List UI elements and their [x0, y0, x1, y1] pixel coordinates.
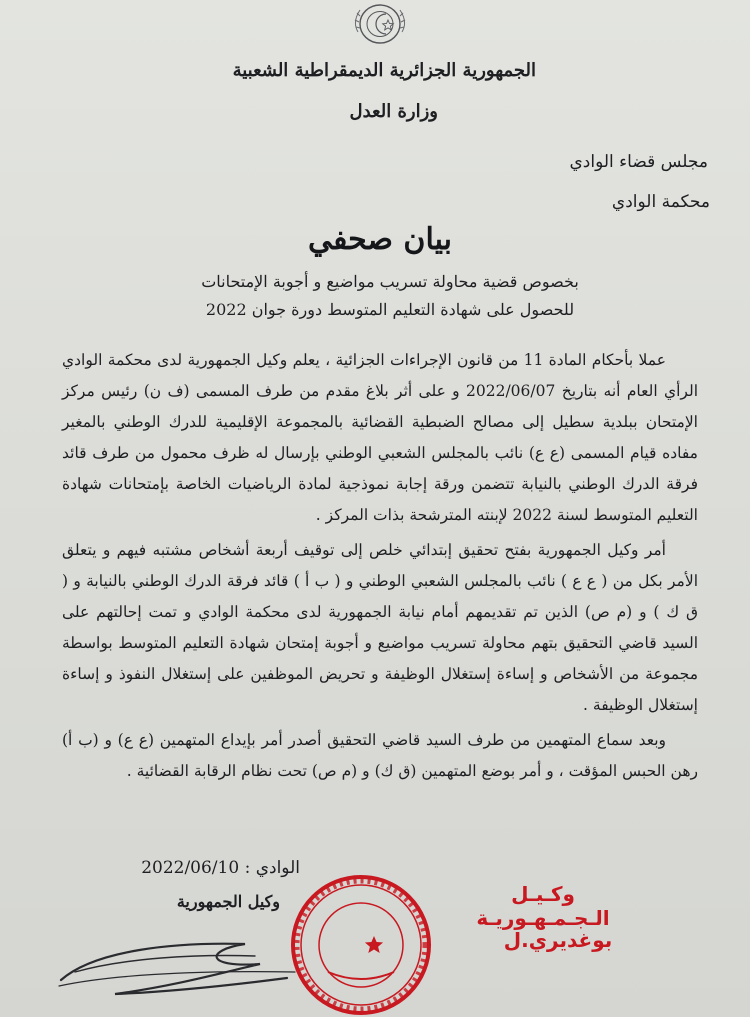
document-title: بيان صحفي — [307, 222, 453, 257]
handwritten-signature — [55, 920, 305, 1010]
subject-block — [190, 268, 590, 324]
national-emblem-icon — [348, 2, 412, 46]
subject-line: للحصول على شهادة التعليم المتوسط دورة جوان 2022 — [205, 300, 575, 319]
official-seal-icon — [288, 872, 434, 1017]
body-paragraph: وبعد سماع المتهمين من طرف السيد قاضي التحقيق أصدر أمر بإيداع المتهمين (ع ع) و (ب أ) رهن الحبس المؤقت ، و أمر بوضع المتهمين (ق ك) و (م ص) تحت نظام الرقابة القضائية . — [62, 731, 698, 780]
signature-date: الوادي : 2022/06/10 — [141, 858, 300, 878]
court-label: محكمة الوادي — [611, 192, 710, 212]
subject-line: بخصوص قضية محاولة تسريب مواضيع و أجوبة الإمتحانات — [201, 272, 579, 291]
body-paragraph: أمر وكيل الجمهورية بفتح تحقيق إبتدائي خلص إلى توقيف أربعة أشخاص مشتبه فيهم و يتعلق الأمر بكل من ( ع ع ) نائب بالمجلس الشعبي الوطني و ( ب أ ) قائد فرقة الدرك الوطني بالنيابة و ( ق ك ) و (م ص) الذين تم تقديمهم أمام نيابة الجمهورية لدى محكمة الوادي و تمت إحالتهم على السيد قاضي التحقيق بتهم محاولة تسريب مواضيع و أجوبة إمتحان شهادة التعليم المتوسط بواسطة مجموعة من الأشخاص و إساءة إستغلال الوظيفة و تحريض الموظفين على إستغلال النفوذ و إساءة إستغلال الوظيفة . — [62, 541, 698, 714]
statement-body — [62, 345, 698, 787]
ministry-heading: وزارة العدل — [349, 101, 438, 122]
court-council-label: مجلس قضاء الوادي — [569, 152, 708, 172]
stamp-name: بوغديري.ل — [503, 928, 613, 952]
republic-heading: الجمهورية الجزائرية الديمقراطية الشعبية — [232, 60, 536, 81]
signatory-title: وكيل الجمهورية — [176, 892, 280, 911]
body-paragraph: عملا بأحكام المادة 11 من قانون الإجراءات الجزائية ، يعلم وكيل الجمهورية لدى محكمة الوادي الرأي العام أنه بتاريخ 2022/06/07 و على أثر بلاغ مقدم من طرف المسمى (ف ن) رئيس مركز الإمتحان ببلدية سطيل إلى مصالح الضبطية القضائية بالمجموعة الإقليمية للدرك الوطني بالمغير مفاده قيام المسمى (ع ع) نائب بالمجلس الشعبي الوطني بإرسال له ظرف محمول من طرف قائد فرقة الدرك الوطني بالنيابة تتضمن ورقة إجابة نموذجية لمادة الرياضيات الخاصة بإمتحانات شهادة التعليم المتوسط لسنة 2022 لإبنته المترشحة بذات المركز . — [62, 351, 698, 524]
stamp-title: وكـيـل الـجـمـهـوريـة — [476, 882, 610, 930]
